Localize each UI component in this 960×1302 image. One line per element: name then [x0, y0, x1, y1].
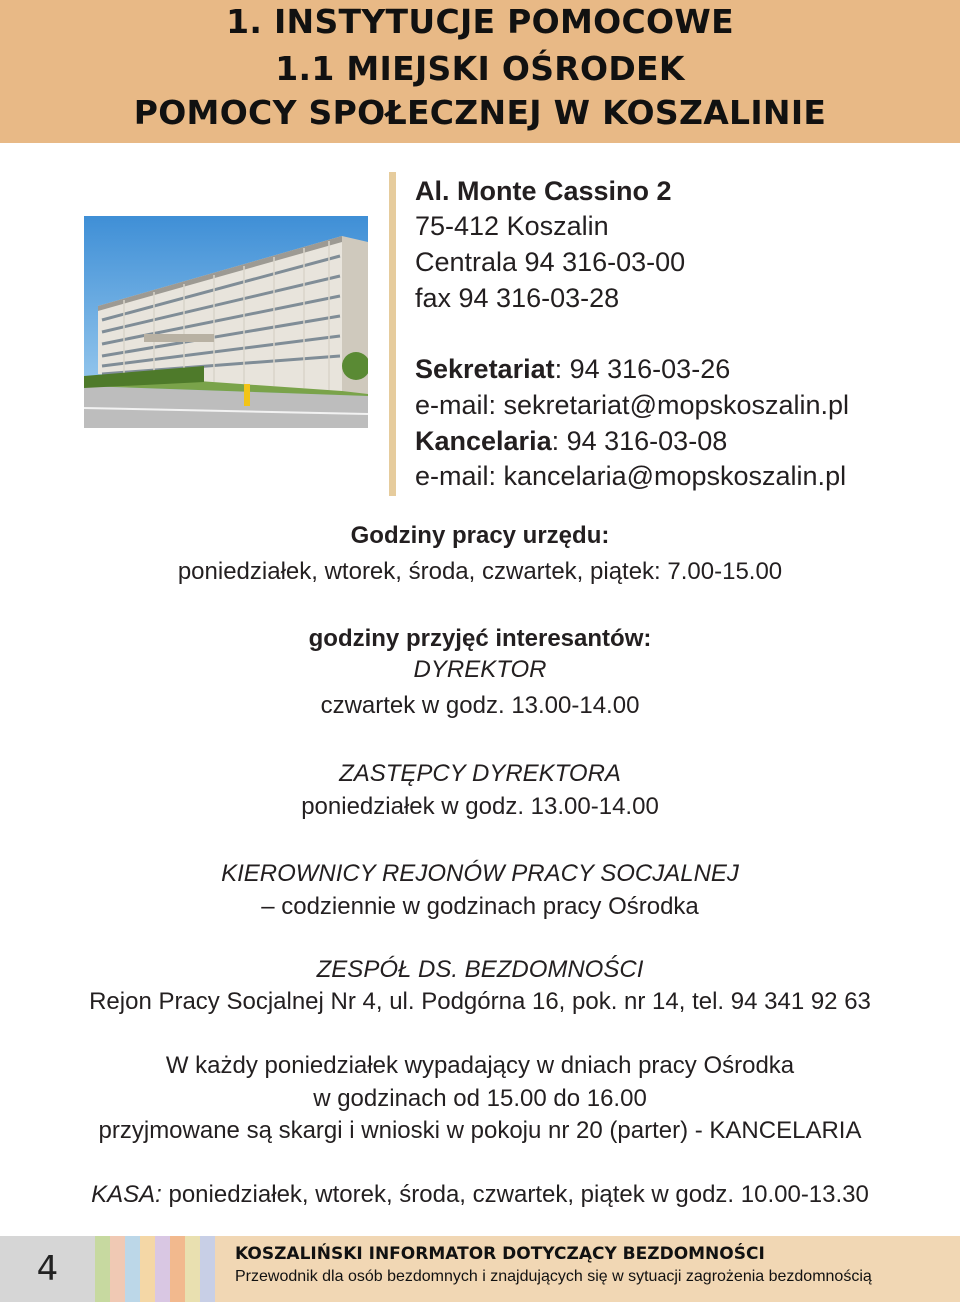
- secretariat-email[interactable]: e-mail: sekretariat@mopskoszalin.pl: [415, 390, 850, 420]
- homeless-team-title: ZESPÓŁ DS. BEZDOMNOŚCI: [316, 956, 644, 983]
- cashier-label: KASA:: [91, 1181, 162, 1208]
- complaints-line3-text: przyjmowane są skargi i wnioski w pokoju nr 20 (parter) -: [98, 1117, 703, 1144]
- page-footer: [0, 1236, 960, 1302]
- subsection-title-line1: 1.1 MIEJSKI OŚRODEK: [275, 49, 685, 88]
- managers-hours: – codziennie w godzinach pracy Ośrodka: [261, 893, 699, 920]
- page-header: [0, 0, 960, 143]
- office-hours-heading: Godziny pracy urzędu:: [350, 522, 610, 549]
- office-label: Kancelaria: [415, 426, 552, 456]
- office-phone-line: [415, 426, 727, 457]
- director-title: DYREKTOR: [413, 656, 547, 683]
- secretariat-phone: : 94 316-03-26: [554, 354, 731, 384]
- subsection-title-line2: POMOCY SPOŁECZNEJ W KOSZALINIE: [133, 93, 827, 132]
- complaints-line1: W każdy poniedziałek wypadający w dniach pracy Ośrodka: [165, 1052, 795, 1079]
- address-accent-bar: [389, 172, 396, 496]
- cashier-line: [0, 1181, 960, 1209]
- building-photo: [84, 216, 368, 428]
- secretariat-label: Sekretariat: [415, 354, 555, 384]
- director-hours: czwartek w godz. 13.00-14.00: [320, 692, 640, 719]
- address-city: 75-412 Koszalin: [415, 211, 609, 241]
- section-title: 1. INSTYTUCJE POMOCOWE: [226, 2, 734, 41]
- address-street: Al. Monte Cassino 2: [415, 176, 672, 206]
- office-email[interactable]: e-mail: kancelaria@mopskoszalin.pl: [415, 461, 847, 491]
- complaints-office: KANCELARIA: [709, 1117, 862, 1144]
- office-hours: poniedziałek, wtorek, środa, czwartek, piątek: 7.00-15.00: [177, 558, 783, 585]
- managers-title: KIEROWNICY REJONÓW PRACY SOCJALNEJ: [221, 860, 739, 887]
- deputy-hours: poniedziałek w godz. 13.00-14.00: [301, 793, 659, 820]
- phone-central: Centrala 94 316-03-00: [415, 247, 686, 277]
- complaints-line3: [0, 1117, 960, 1145]
- phone-fax: fax 94 316-03-28: [415, 283, 620, 313]
- complaints-line2: w godzinach od 15.00 do 16.00: [313, 1085, 647, 1112]
- secretariat-phone-line: [415, 354, 730, 385]
- footer-title: KOSZALIŃSKI INFORMATOR DOTYCZĄCY BEZDOMNOŚCI: [235, 1244, 765, 1264]
- cashier-hours: poniedziałek, wtorek, środa, czwartek, piątek w godz. 10.00-13.30: [168, 1181, 869, 1208]
- footer-color-stripes: [95, 1236, 215, 1302]
- page-number: 4: [0, 1236, 95, 1302]
- deputy-title: ZASTĘPCY DYREKTORA: [339, 760, 621, 787]
- reception-heading: godziny przyjęć interesantów:: [308, 625, 652, 652]
- footer-subtitle: Przewodnik dla osób bezdomnych i znajdujących się w sytuacji zagrożenia bezdomnością: [235, 1268, 872, 1285]
- homeless-team-info: Rejon Pracy Socjalnej Nr 4, ul. Podgórna 16, pok. nr 14, tel. 94 341 92 63: [89, 988, 871, 1015]
- office-phone: : 94 316-03-08: [551, 426, 728, 456]
